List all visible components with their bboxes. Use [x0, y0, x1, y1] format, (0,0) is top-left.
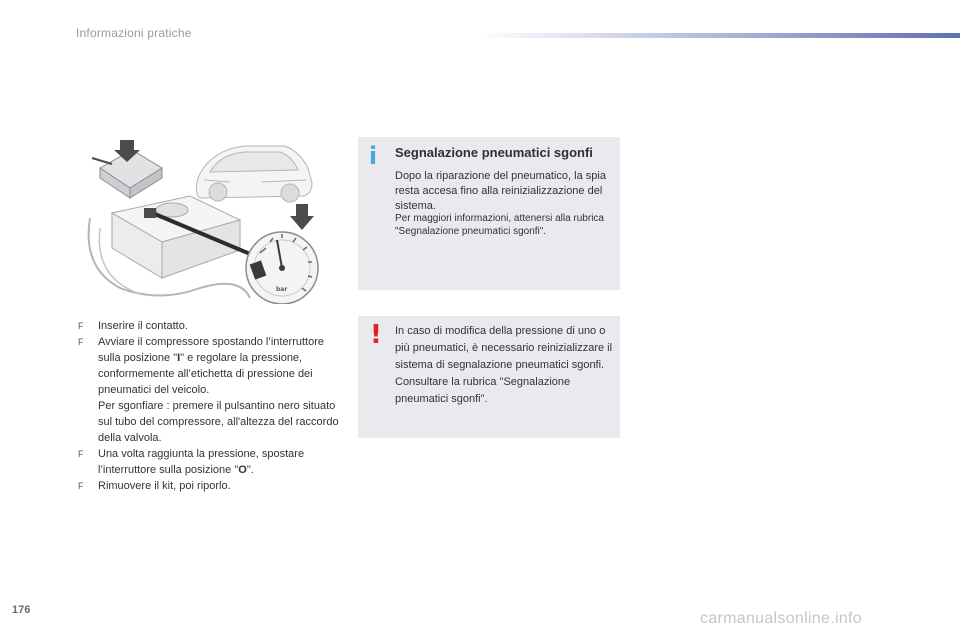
compressor-box	[112, 196, 240, 278]
switch-position-off: O	[238, 464, 247, 476]
instruction-text: Una volta raggiunta la pressione, spostare l’interruttore sulla posizione "	[98, 448, 305, 476]
page-number: 176	[12, 604, 31, 616]
bullet-icon: F	[78, 321, 84, 331]
instruction-item	[78, 318, 346, 334]
instruction-item	[78, 478, 346, 494]
instruction-item	[78, 334, 346, 446]
gauge-label: bar	[276, 286, 288, 293]
warning-text-reference: Consultare la rubrica "Segnalazione pneumatici sgonfi".	[395, 376, 571, 405]
instruction-text: Inserire il contatto.	[98, 320, 188, 332]
switch-position-on: I	[177, 352, 181, 364]
instruction-text: Avviare il compressore spostando l’interruttore sulla posizione "	[98, 336, 325, 364]
bullet-icon: F	[78, 449, 84, 459]
info-note: Per maggiori informazioni, attenersi alla rubrica "Segnalazione pneumatici sgonfi".	[395, 213, 604, 237]
header-accent-bar	[478, 33, 960, 38]
instruction-text: ".	[246, 464, 254, 476]
section-title: Informazioni pratiche	[76, 26, 192, 40]
info-body: Dopo la riparazione del pneumatico, la spia resta accesa fino alla reinizializzazione del sistema.	[395, 170, 606, 212]
warning-text: In caso di modifica della pressione di uno o più pneumatici, è necessario reinizializzare il sistema di segnalazione pneumatici sgonfi.	[395, 325, 613, 371]
bullet-icon: F	[78, 481, 84, 491]
exclamation-icon: !	[370, 320, 382, 350]
instruction-text: Rimuovere il kit, poi riporlo.	[98, 480, 231, 492]
car-drawing	[196, 146, 312, 202]
instruction-list	[78, 318, 346, 494]
info-box	[358, 137, 620, 290]
info-icon: i	[368, 142, 378, 170]
compressor-illustration	[80, 138, 343, 304]
warning-body	[395, 323, 617, 408]
instruction-subtext: Per sgonfiare : premere il pulsantino nero situato sul tubo del compressore, all'altezza del raccordo della valvola.	[98, 400, 339, 444]
instruction-text: " e regolare la pressione, conformemente all’etichetta di pressione dei pneumatici del veicolo.	[98, 352, 313, 396]
info-title: Segnalazione pneumatici sgonfi	[395, 145, 593, 160]
pressure-gauge	[246, 232, 318, 304]
warning-box	[358, 316, 620, 438]
instruction-item	[78, 446, 346, 478]
bullet-icon: F	[78, 337, 84, 347]
watermark: carmanualsonline.info	[700, 610, 862, 627]
